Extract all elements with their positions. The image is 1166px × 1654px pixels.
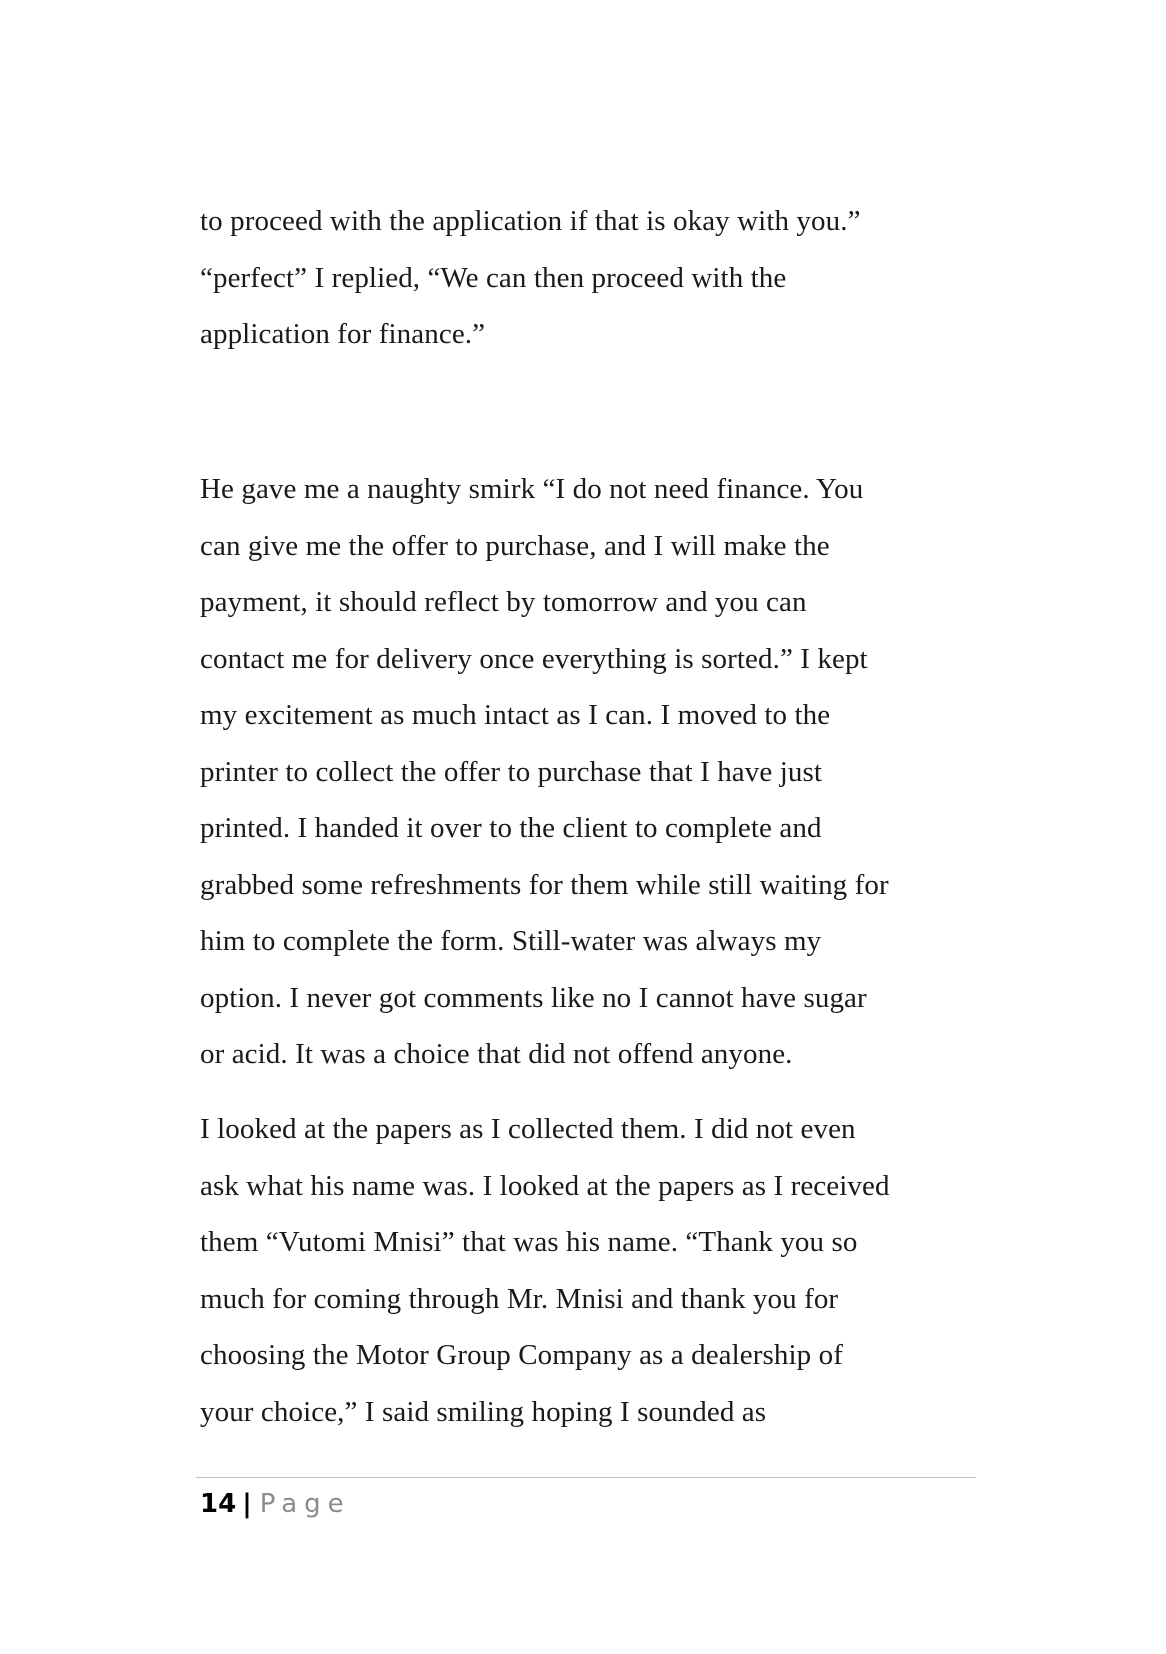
text-line: grabbed some refreshments for them while still waiting for xyxy=(200,868,889,901)
text-line: ask what his name was. I looked at the papers as I received xyxy=(200,1169,890,1202)
footer-separator: | xyxy=(242,1489,252,1519)
paragraph xyxy=(200,1101,970,1440)
text-line: printed. I handed it over to the client to complete and xyxy=(200,812,822,844)
text-line: I looked at the papers as I collected them. I did not even xyxy=(200,1113,856,1145)
page-footer xyxy=(200,1484,351,1524)
text-line: “perfect” I replied, “We can then proceed with the xyxy=(200,261,787,294)
text-line: contact me for delivery once everything is sorted.” I kept xyxy=(200,642,868,675)
paragraph xyxy=(200,461,970,1083)
page-label: Page xyxy=(259,1489,351,1519)
text-line: can give me the offer to purchase, and I will make the xyxy=(200,529,830,562)
text-line: your choice,” I said smiling hoping I sounded as xyxy=(200,1395,767,1428)
text-line: application for finance.” xyxy=(200,318,486,350)
text-line: choosing the Motor Group Company as a dealership of xyxy=(200,1339,843,1371)
text-line: to proceed with the application if that is okay with you.” xyxy=(200,205,861,237)
text-line: payment, it should reflect by tomorrow and you can xyxy=(200,586,807,618)
text-line: option. I never got comments like no I cannot have sugar xyxy=(200,981,867,1014)
text-line: printer to collect the offer to purchase that I have just xyxy=(200,755,822,788)
text-line: him to complete the form. Still-water was always my xyxy=(200,925,822,957)
paragraph xyxy=(200,193,970,363)
text-line: He gave me a naughty smirk “I do not need finance. You xyxy=(200,473,864,505)
text-line: much for coming through Mr. Mnisi and thank you for xyxy=(200,1282,839,1315)
text-line: them “Vutomi Mnisi” that was his name. “Thank you so xyxy=(200,1226,858,1258)
text-line: my excitement as much intact as I can. I moved to the xyxy=(200,699,831,731)
text-line: or acid. It was a choice that did not offend anyone. xyxy=(200,1038,793,1070)
footer-divider xyxy=(196,1477,976,1478)
page-number: 14 xyxy=(200,1489,237,1519)
